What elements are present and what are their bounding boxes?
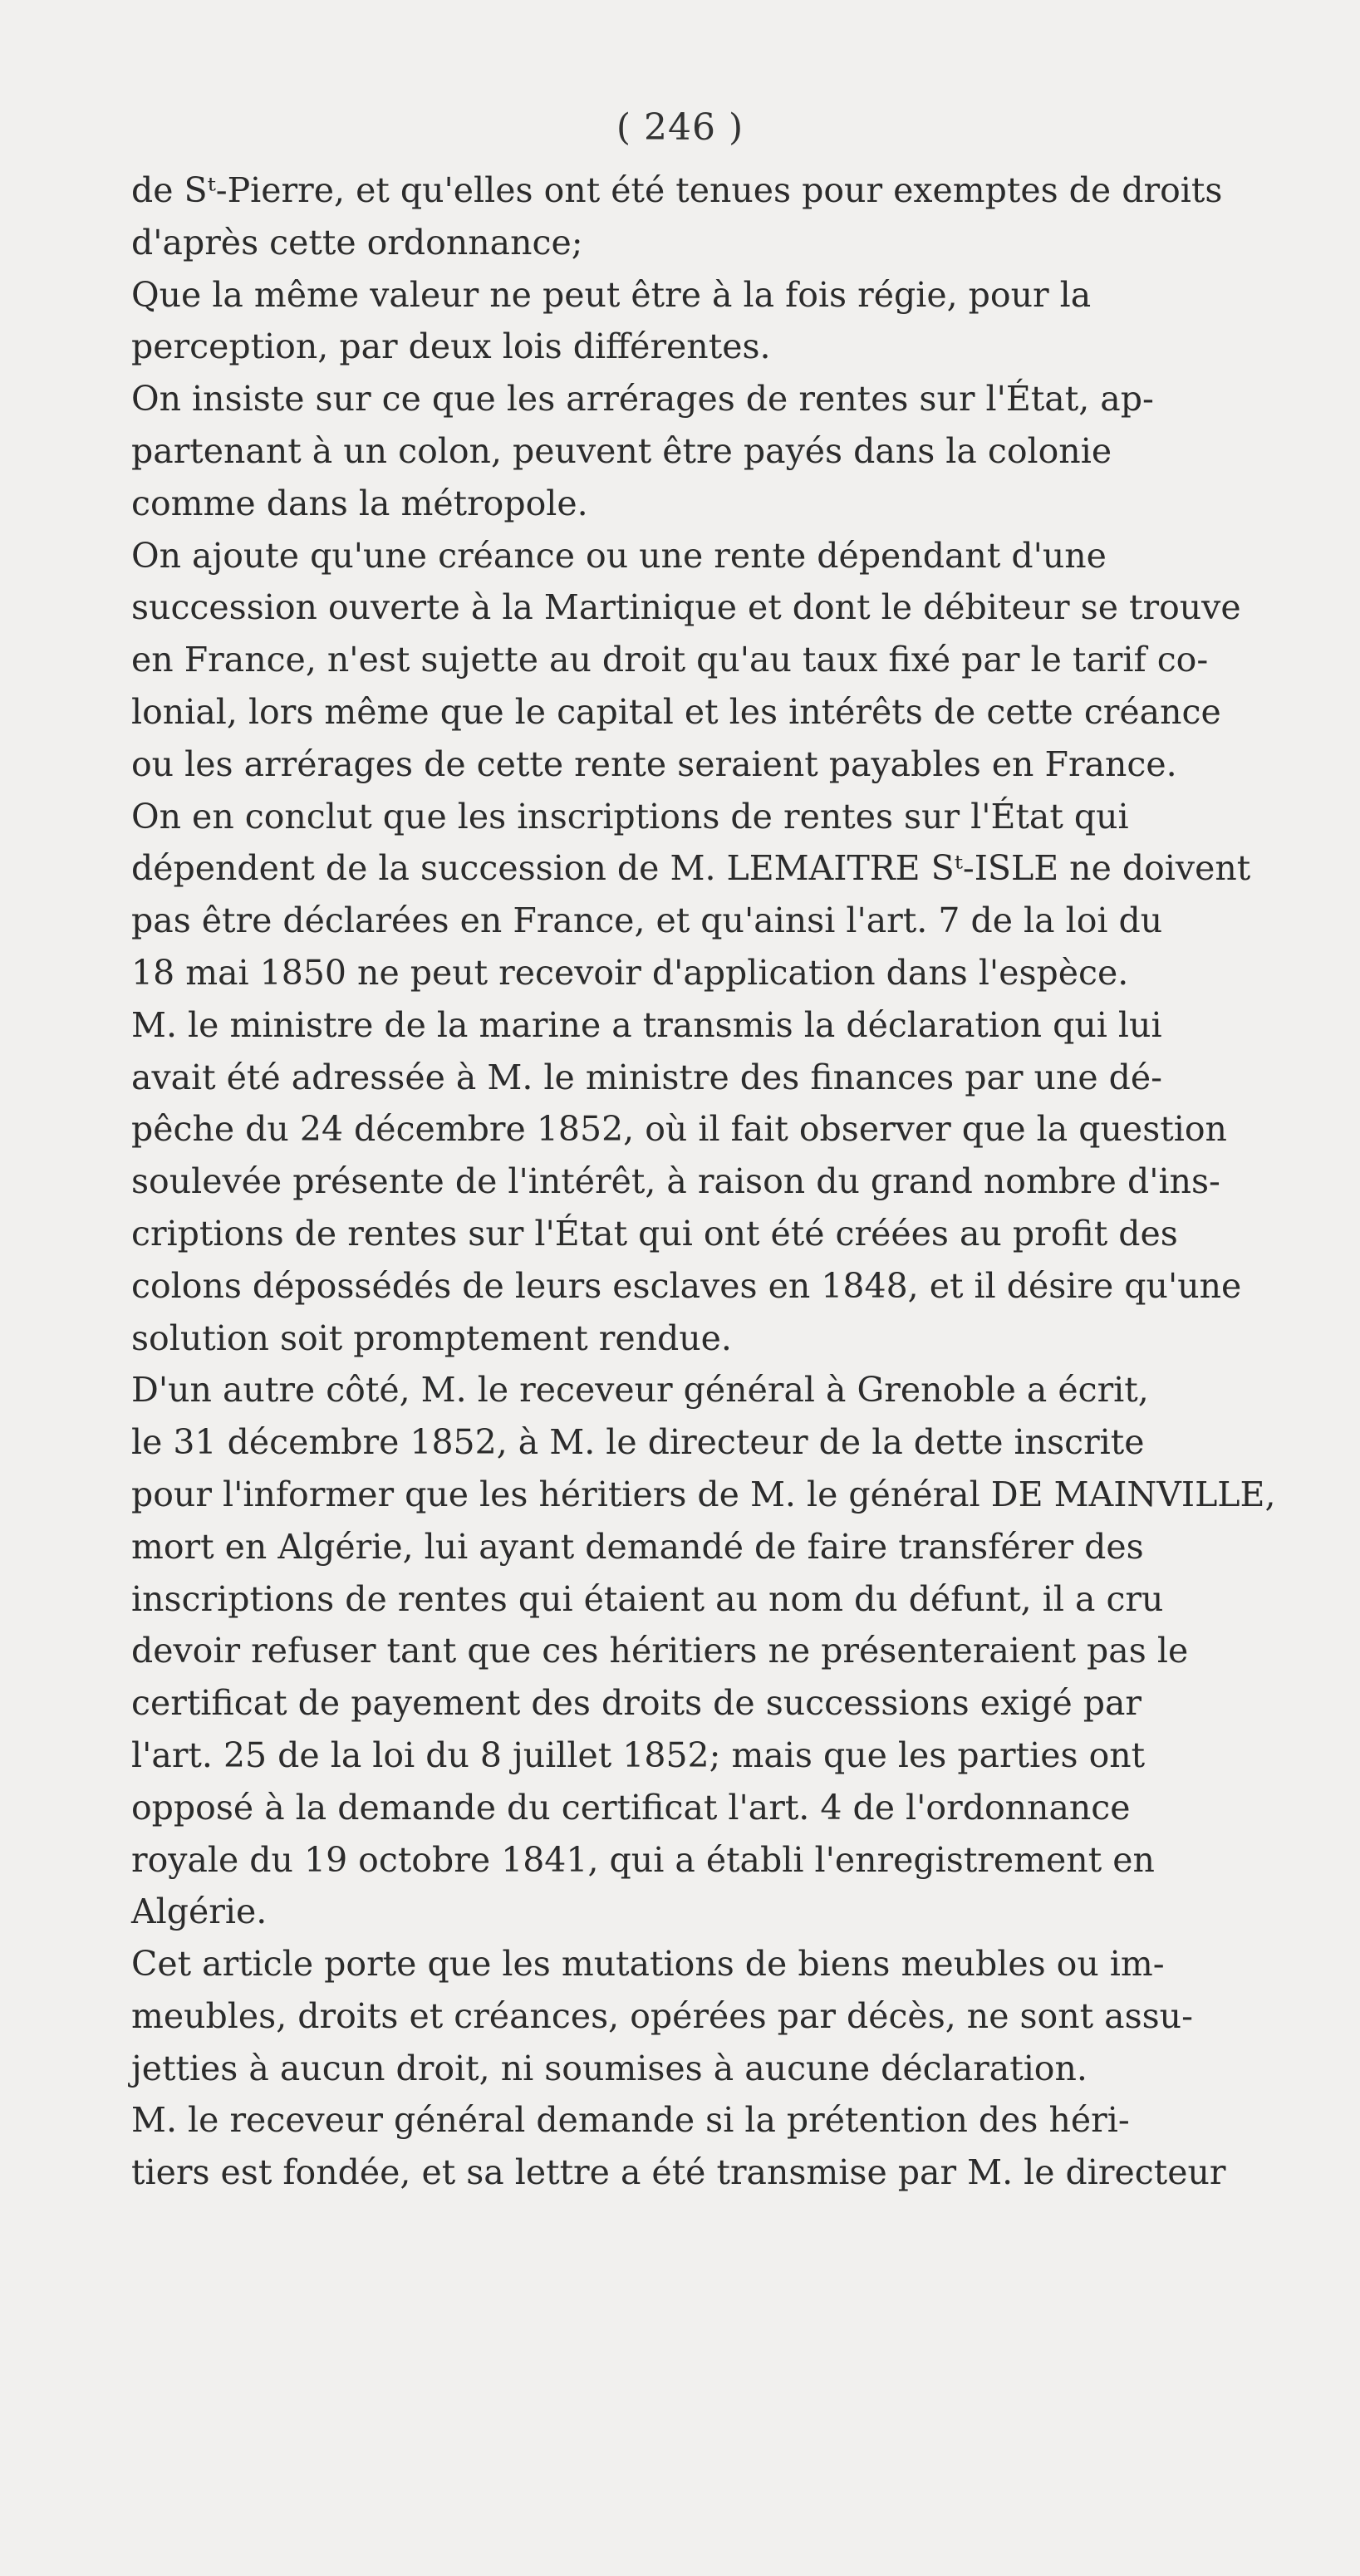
- text-line: devoir refuser tant que ces héritiers ne présenteraient pas le: [131, 1631, 1189, 1671]
- text-line: M. le receveur général demande si la prétention des héri-: [131, 2100, 1130, 2141]
- text-line: perception, par deux lois différentes.: [131, 326, 771, 367]
- text-line: opposé à la demande du certificat l'art. 4 de l'ordonnance: [131, 1787, 1131, 1828]
- text-line: On en conclut que les inscriptions de rentes sur l'État qui: [131, 796, 1129, 837]
- text-line: avait été adressée à M. le ministre des finances par une dé-: [131, 1057, 1163, 1097]
- text-line: On insiste sur ce que les arrérages de rentes sur l'État, ap-: [131, 379, 1154, 420]
- text-line: certificat de payement des droits de successions exigé par: [131, 1683, 1142, 1724]
- text-line: Que la même valeur ne peut être à la fois régie, pour la: [131, 274, 1092, 315]
- text-line: D'un autre côté, M. le receveur général à Grenoble a écrit,: [131, 1370, 1149, 1411]
- text-line: solution soit promptement rendue.: [131, 1317, 732, 1358]
- text-line: pêche du 24 décembre 1852, où il fait observer que la question: [131, 1109, 1227, 1150]
- text-line: pour l'informer que les héritiers de M. le général DE MAINVILLE,: [131, 1474, 1276, 1514]
- text-line: jetties à aucun droit, ni soumises à aucune déclaration.: [131, 2048, 1088, 2088]
- text-line: en France, n'est sujette au droit qu'au taux fixé par le tarif co-: [131, 640, 1209, 680]
- text-line: Algérie.: [131, 1892, 268, 1932]
- text-line: On ajoute qu'une créance ou une rente dépendant d'une: [131, 535, 1107, 576]
- text-line: comme dans la métropole.: [131, 483, 588, 523]
- page-number: ( 246 ): [616, 106, 744, 149]
- text-line: royale du 19 octobre 1841, qui a établi l'enregistrement en: [131, 1839, 1155, 1880]
- text-line: de Sᵗ-Pierre, et qu'elles ont été tenues pour exemptes de droits: [131, 170, 1223, 210]
- text-line: partenant à un colon, peuvent être payés dans la colonie: [131, 430, 1112, 471]
- text-line: l'art. 25 de la loi du 8 juillet 1852; mais que les parties ont: [131, 1735, 1146, 1775]
- body-text: [131, 164, 1360, 2199]
- text-line: criptions de rentes sur l'État qui ont été créées au profit des: [131, 1213, 1178, 1254]
- text-line: Cet article porte que les mutations de biens meubles ou im-: [131, 1944, 1165, 1985]
- text-line: ou les arrérages de cette rente seraient payables en France.: [131, 743, 1177, 784]
- text-line: succession ouverte à la Martinique et dont le débiteur se trouve: [131, 587, 1241, 628]
- text-line: lonial, lors même que le capital et les intérêts de cette créance: [131, 691, 1221, 732]
- text-line: mort en Algérie, lui ayant demandé de faire transférer des: [131, 1526, 1144, 1567]
- text-line: 18 mai 1850 ne peut recevoir d'application dans l'espèce.: [131, 952, 1129, 993]
- text-line: tiers est fondée, et sa lettre a été transmise par M. le directeur: [131, 2152, 1226, 2193]
- text-line: pas être déclarées en France, et qu'ainsi l'art. 7 de la loi du: [131, 900, 1163, 941]
- text-line: le 31 décembre 1852, à M. le directeur de la dette inscrite: [131, 1422, 1145, 1463]
- text-line: meubles, droits et créances, opérées par décès, ne sont assu-: [131, 1995, 1193, 2036]
- text-line: dépendent de la succession de M. LEMAITRE Sᵗ-ISLE ne doivent: [131, 848, 1251, 889]
- text-line: inscriptions de rentes qui étaient au nom du défunt, il a cru: [131, 1578, 1164, 1619]
- text-line: M. le ministre de la marine a transmis la déclaration qui lui: [131, 1004, 1162, 1045]
- text-line: d'après cette ordonnance;: [131, 222, 583, 263]
- text-line: colons dépossédés de leurs esclaves en 1848, et il désire qu'une: [131, 1265, 1242, 1306]
- text-line: soulevée présente de l'intérêt, à raison du grand nombre d'ins-: [131, 1161, 1220, 1202]
